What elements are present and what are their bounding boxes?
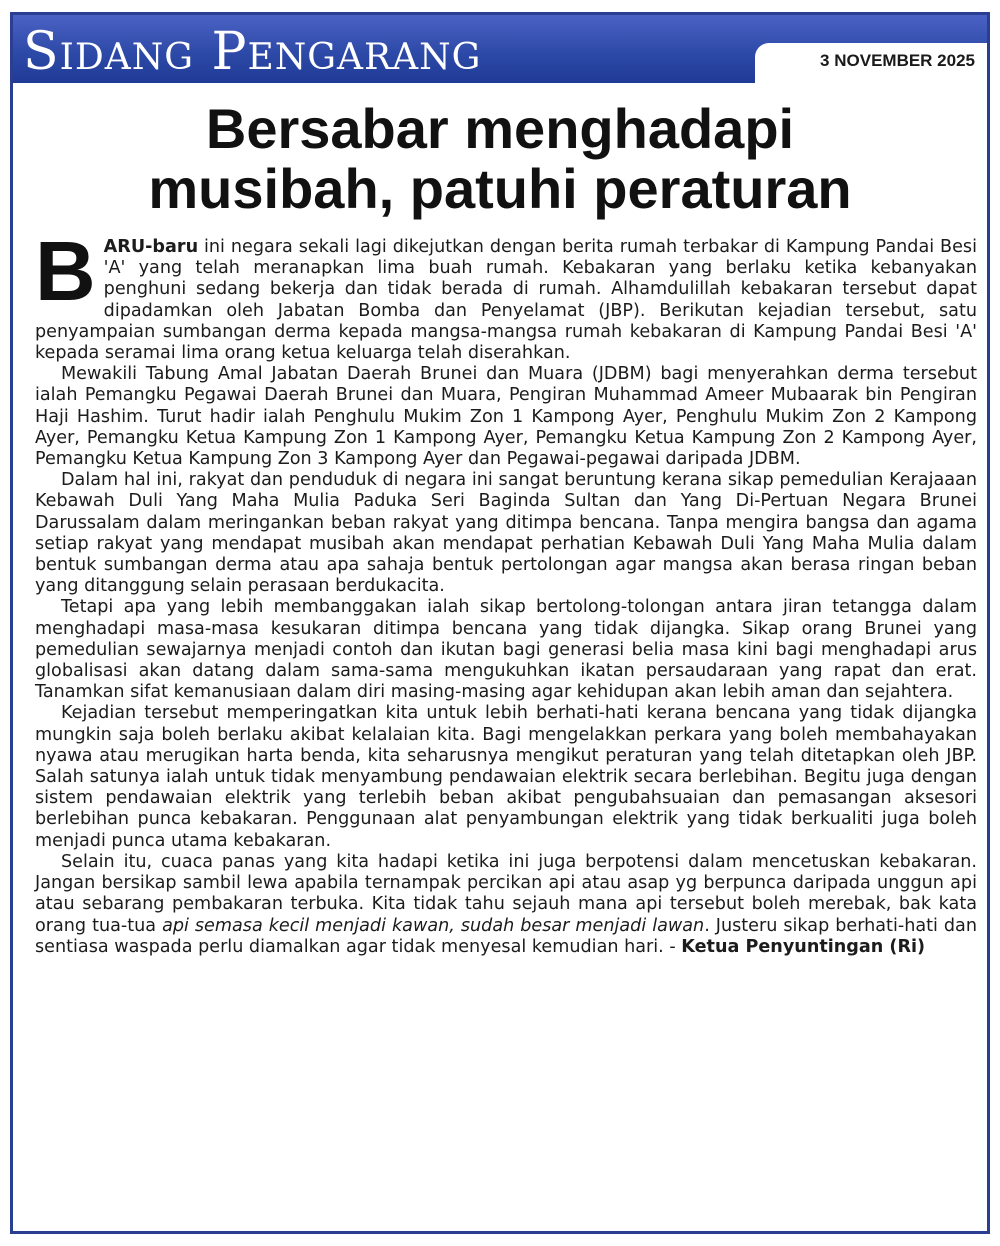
lead-word: ARU-baru	[103, 237, 199, 257]
article-body	[35, 224, 977, 958]
paragraph-6-end: . Justeru sikap berhati-hati dan sentiasa waspada perlu diamalkan agar tidak menyesal kemudian hari. -	[35, 915, 977, 957]
headline	[13, 99, 987, 219]
headline-line-2: musibah, patuhi peraturan	[148, 157, 852, 220]
paragraph-6	[35, 852, 977, 958]
proverb: api semasa kecil menjadi kawan, sudah besar menjadi lawan	[162, 915, 705, 936]
paragraph-3: Dalam hal ini, rakyat dan penduduk di negara ini sangat beruntung kerana sikap pemedulian Kerajaaan Kebawah Duli Yang Maha Mulia Paduka Seri Baginda Sultan dan Yang Di-Pertuan Negara Brunei Darussalam dalam meringankan beban rakyat yang ditimpa bencana. Tanpa mengira bangsa dan agama setiap rakyat yang mendapat musibah akan mendapat perhatian Kebawah Duli Yang Maha Mulia dalam bentuk sumbangan derma atau apa sahaja bentuk pertolongan agar mangsa akan berasa ringan beban yang ditanggung selain perasaan berdukacita.	[35, 470, 977, 597]
paragraph-2: Mewakili Tabung Amal Jabatan Daerah Brunei dan Muara (JDBM) bagi menyerahkan derma tersebut ialah Pemangku Pegawai Daerah Brunei dan Muara, Pengiran Muhammad Ameer Mubaarak bin Pengiran Haji Hashim. Turut hadir ialah Penghulu Mukim Zon 1 Kampong Ayer, Penghulu Mukim Zon 2 Kampong Ayer, Pemangku Ketua Kampung Zon 1 Kampong Ayer, Pemangku Ketua Kampung Zon 2 Kampong Ayer, Pemangku Ketua Kampung Zon 3 Kampong Ayer dan Pegawai-pegawai daripada JDBM.	[35, 364, 977, 470]
headline-line-1: Bersabar menghadapi	[205, 97, 795, 160]
paragraph-4: Tetapi apa yang lebih membanggakan ialah sikap bertolong-tolongan antara jiran tetangga dalam menghadapi masa-masa kesukaran ditimpa bencana yang tidak dijangka. Sikap orang Brunei yang pemedulian sewajarnya menjadi contoh dan ikutan bagi generasi belia masa kini bagi menghadapi arus globalisasi akan datang dalam sama-sama mengukuhkan ikatan persaudaraan yang rapat dan erat. Tanamkan sifat kemanusiaan dalam diri masing-masing agar kehidupan akan lebih aman dan sejahtera.	[35, 597, 977, 703]
publication-date: 3 NOVEMBER 2025	[820, 51, 975, 70]
section-banner	[13, 15, 987, 83]
section-title: Sidang Pengarang	[23, 22, 482, 82]
author-signoff: Ketua Penyuntingan (Ri)	[681, 936, 926, 957]
paragraph-6-text: Selain itu, cuaca panas yang kita hadapi ketika ini juga berpotensi dalam mencetuskan kebakaran. Jangan bersikap sambil lewa apabila ternampak percikan api atau asap yg berpunca daripada unggun api atau sebarang pembakaran terbuka. Kita tidak tahu sejauh mana api tersebut boleh merebak, bak kata orang tua-tua	[35, 851, 977, 936]
paragraph-1-text: ini negara sekali lagi dikejutkan dengan berita rumah terbakar di Kampung Pandai Besi 'A' yang telah meranapkan lima buah rumah. Kebakaran yang berlaku ketika kebanyakan penghuni sedang bekerja dan tidak berada di rumah. Alhamdulillah kebakaran tersebut dapat dipadamkan oleh Jabatan Bomba dan Penyelamat (JBP). Berikutan kejadian tersebut, satu penyampaian sumbangan derma kepada mangsa-mangsa rumah kebakaran di Kampung Pandai Besi 'A' kepada seramai lima orang ketua keluarga telah diserahkan.	[35, 237, 977, 364]
drop-cap: B	[35, 224, 96, 318]
editorial-frame	[10, 12, 990, 1234]
paragraph-1	[35, 224, 977, 364]
paragraph-5: Kejadian tersebut memperingatkan kita untuk lebih berhati-hati kerana bencana yang tidak dijangka mungkin saja boleh berlaku akibat kelalaian kita. Bagi mengelakkan perkara yang boleh membahayakan nyawa atau merugikan harta benda, kita seharusnya mengikut peraturan yang telah ditetapkan oleh JBP. Salah satunya ialah untuk tidak menyambung pendawaian elektrik secara berlebihan. Begitu juga dengan sistem pendawaian elektrik yang terlebih beban akibat pengubahsuaian dan pemasangan aksesori berlebihan punca kebakaran. Penggunaan alat penyambungan elektrik yang tidak berkualiti juga boleh menjadi punca utama kebakaran.	[35, 703, 977, 851]
date-box	[755, 43, 987, 83]
